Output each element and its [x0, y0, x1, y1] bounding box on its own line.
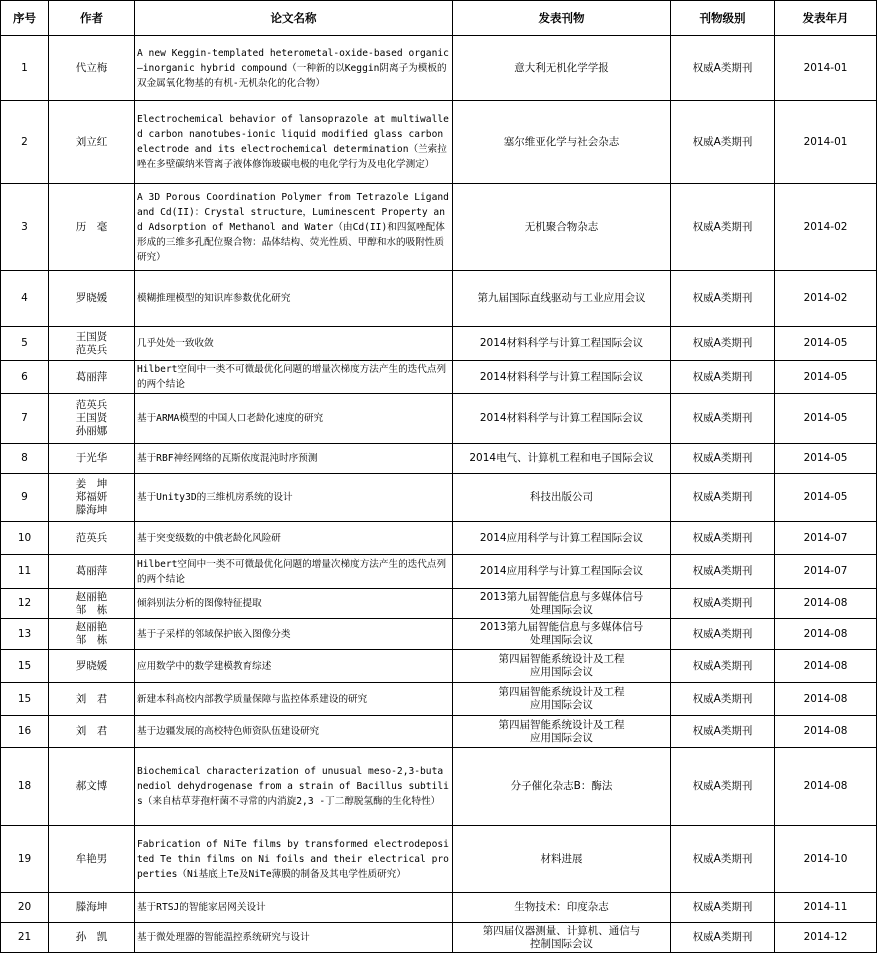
cell-title: 基于Unity3D的三维机房系统的设计 [135, 474, 453, 522]
cell-title: 基于RBF神经网络的瓦斯依度混沌时序预测 [135, 444, 453, 474]
cell-journal: 2014应用科学与计算工程国际会议 [453, 522, 671, 555]
header-date: 发表年月 [775, 1, 877, 36]
header-no: 序号 [1, 1, 49, 36]
cell-title: 基于边疆发展的高校特色师资队伍建设研究 [135, 716, 453, 748]
cell-level: 权威A类期刊 [671, 394, 775, 444]
cell-journal: 塞尔维亚化学与社会杂志 [453, 101, 671, 184]
cell-title: 基于ARMA模型的中国人口老龄化速度的研究 [135, 394, 453, 444]
cell-level: 权威A类期刊 [671, 444, 775, 474]
cell-no: 16 [1, 716, 49, 748]
cell-author: 罗晓媛 [49, 271, 135, 327]
cell-title: A new Keggin-templated heterometal-oxide-based organic–inorganic hybrid compound（一种新的以Keggin阴离子为模板的双金属氧化物基的有机-无机杂化的化合物） [135, 36, 453, 101]
cell-journal: 第四届智能系统设计及工程 应用国际会议 [453, 716, 671, 748]
cell-author: 刘 君 [49, 683, 135, 716]
cell-title: 新建本科高校内部教学质量保障与监控体系建设的研究 [135, 683, 453, 716]
cell-level: 权威A类期刊 [671, 327, 775, 361]
cell-level: 权威A类期刊 [671, 893, 775, 923]
cell-no: 10 [1, 522, 49, 555]
cell-title: 基于突变级数的中俄老龄化风险研 [135, 522, 453, 555]
table-row [1, 444, 877, 474]
header-author: 作者 [49, 1, 135, 36]
cell-journal: 第四届智能系统设计及工程 应用国际会议 [453, 683, 671, 716]
table-row [1, 36, 877, 101]
cell-level: 权威A类期刊 [671, 716, 775, 748]
header-level: 刊物级别 [671, 1, 775, 36]
cell-date: 2014-08 [775, 619, 877, 650]
cell-author: 代立梅 [49, 36, 135, 101]
cell-journal: 2014应用科学与计算工程国际会议 [453, 555, 671, 589]
cell-date: 2014-10 [775, 826, 877, 893]
table-row [1, 184, 877, 271]
cell-no: 13 [1, 619, 49, 650]
cell-title: 模糊推理模型的知识库参数优化研究 [135, 271, 453, 327]
table-row [1, 619, 877, 650]
cell-no: 8 [1, 444, 49, 474]
cell-no: 7 [1, 394, 49, 444]
cell-date: 2014-08 [775, 748, 877, 826]
cell-level: 权威A类期刊 [671, 555, 775, 589]
cell-date: 2014-01 [775, 101, 877, 184]
table-row [1, 683, 877, 716]
cell-title: 应用数学中的数学建模教育综述 [135, 650, 453, 683]
cell-no: 6 [1, 361, 49, 394]
cell-author: 葛丽萍 [49, 555, 135, 589]
cell-journal: 第四届仪器测量、计算机、通信与 控制国际会议 [453, 923, 671, 953]
cell-author: 姜 坤 郑福妍 滕海坤 [49, 474, 135, 522]
cell-author: 赵丽艳 邹 栋 [49, 619, 135, 650]
cell-title: Hilbert空间中一类不可微最优化问题的增量次梯度方法产生的迭代点列的两个结论 [135, 555, 453, 589]
cell-level: 权威A类期刊 [671, 474, 775, 522]
cell-date: 2014-05 [775, 444, 877, 474]
table-row [1, 716, 877, 748]
cell-author: 郝文博 [49, 748, 135, 826]
cell-author: 刘 君 [49, 716, 135, 748]
cell-level: 权威A类期刊 [671, 271, 775, 327]
table-row [1, 361, 877, 394]
cell-title: 基于子采样的邻域保护嵌入图像分类 [135, 619, 453, 650]
cell-level: 权威A类期刊 [671, 923, 775, 953]
cell-author: 历 毫 [49, 184, 135, 271]
cell-author: 范英兵 [49, 522, 135, 555]
cell-author: 刘立红 [49, 101, 135, 184]
cell-no: 1 [1, 36, 49, 101]
cell-title: Hilbert空间中一类不可微最优化问题的增量次梯度方法产生的迭代点列的两个结论 [135, 361, 453, 394]
cell-date: 2014-05 [775, 394, 877, 444]
cell-no: 2 [1, 101, 49, 184]
cell-level: 权威A类期刊 [671, 184, 775, 271]
cell-title: Electrochemical behavior of lansoprazole at multiwalled carbon nanotubes-ionic liquid modified glass carbon electrode and its electrochemical determination（兰索拉唑在多壁碳纳米管离子液体修饰玻碳电极的电化学行为及电化学测定） [135, 101, 453, 184]
header-journal: 发表刊物 [453, 1, 671, 36]
cell-level: 权威A类期刊 [671, 748, 775, 826]
cell-author: 范英兵 王国贤 孙丽娜 [49, 394, 135, 444]
cell-title: Fabrication of NiTe films by transformed electrodeposited Te thin films on Ni foils and their electrical properties（Ni基底上Te及NiTe薄膜的制备及其电学性质研究） [135, 826, 453, 893]
cell-title: A 3D Porous Coordination Polymer from Tetrazole Ligand and Cd(II)：Crystal structure，Luminescent Property and Adsorption of Methanol and Water（由Cd(II)和四氮唑配体形成的三维多孔配位聚合物：晶体结构、荧光性质、甲醇和水的吸附性质研究） [135, 184, 453, 271]
cell-date: 2014-11 [775, 893, 877, 923]
cell-date: 2014-05 [775, 474, 877, 522]
cell-author: 葛丽萍 [49, 361, 135, 394]
header-title: 论文名称 [135, 1, 453, 36]
cell-journal: 2014材料科学与计算工程国际会议 [453, 394, 671, 444]
cell-no: 19 [1, 826, 49, 893]
cell-title: 几乎处处一致收敛 [135, 327, 453, 361]
cell-author: 罗晓媛 [49, 650, 135, 683]
cell-journal: 2014材料科学与计算工程国际会议 [453, 327, 671, 361]
cell-date: 2014-08 [775, 716, 877, 748]
cell-no: 11 [1, 555, 49, 589]
cell-date: 2014-01 [775, 36, 877, 101]
table-row [1, 589, 877, 619]
cell-journal: 材料进展 [453, 826, 671, 893]
cell-author: 王国贤 范英兵 [49, 327, 135, 361]
header-row [1, 1, 877, 36]
cell-level: 权威A类期刊 [671, 619, 775, 650]
cell-journal: 无机聚合物杂志 [453, 184, 671, 271]
cell-no: 4 [1, 271, 49, 327]
cell-journal: 第九届国际直线驱动与工业应用会议 [453, 271, 671, 327]
table-row [1, 923, 877, 953]
cell-journal: 2013第九届智能信息与多媒体信号 处理国际会议 [453, 619, 671, 650]
cell-date: 2014-02 [775, 184, 877, 271]
table-body [1, 36, 877, 953]
cell-level: 权威A类期刊 [671, 361, 775, 394]
cell-journal: 意大利无机化学学报 [453, 36, 671, 101]
cell-date: 2014-08 [775, 650, 877, 683]
table-row [1, 101, 877, 184]
cell-journal: 2013第九届智能信息与多媒体信号 处理国际会议 [453, 589, 671, 619]
cell-journal: 分子催化杂志B：酶法 [453, 748, 671, 826]
cell-journal: 2014电气、计算机工程和电子国际会议 [453, 444, 671, 474]
cell-title: Biochemical characterization of unusual meso-2,3-buta nediol dehydrogenase from a strain of Bacillus subtilis（来自枯草芽孢杆菌不寻常的内消旋2,3 -丁二醇脱氢酶的生化特性） [135, 748, 453, 826]
cell-title: 基于RTSJ的智能家居网关设计 [135, 893, 453, 923]
cell-date: 2014-07 [775, 522, 877, 555]
cell-author: 赵丽艳 邹 栋 [49, 589, 135, 619]
table-row [1, 748, 877, 826]
cell-journal: 2014材料科学与计算工程国际会议 [453, 361, 671, 394]
cell-date: 2014-07 [775, 555, 877, 589]
cell-date: 2014-05 [775, 361, 877, 394]
cell-title: 倾斜别法分析的图像特征提取 [135, 589, 453, 619]
cell-no: 20 [1, 893, 49, 923]
table-row [1, 650, 877, 683]
cell-date: 2014-02 [775, 271, 877, 327]
cell-author: 于光华 [49, 444, 135, 474]
table-row [1, 271, 877, 327]
cell-date: 2014-08 [775, 589, 877, 619]
cell-date: 2014-12 [775, 923, 877, 953]
cell-journal: 生物技术：印度杂志 [453, 893, 671, 923]
cell-level: 权威A类期刊 [671, 589, 775, 619]
cell-no: 15 [1, 650, 49, 683]
table-row [1, 474, 877, 522]
cell-level: 权威A类期刊 [671, 683, 775, 716]
cell-author: 滕海坤 [49, 893, 135, 923]
table-row [1, 826, 877, 893]
cell-no: 15 [1, 683, 49, 716]
cell-no: 9 [1, 474, 49, 522]
cell-journal: 科技出版公司 [453, 474, 671, 522]
cell-journal: 第四届智能系统设计及工程 应用国际会议 [453, 650, 671, 683]
table-row [1, 522, 877, 555]
table-row [1, 394, 877, 444]
table-row [1, 327, 877, 361]
cell-no: 21 [1, 923, 49, 953]
table-row [1, 893, 877, 923]
cell-level: 权威A类期刊 [671, 36, 775, 101]
table-row [1, 555, 877, 589]
cell-no: 12 [1, 589, 49, 619]
cell-date: 2014-05 [775, 327, 877, 361]
cell-level: 权威A类期刊 [671, 522, 775, 555]
cell-no: 18 [1, 748, 49, 826]
cell-title: 基于微处理器的智能温控系统研究与设计 [135, 923, 453, 953]
cell-no: 5 [1, 327, 49, 361]
cell-date: 2014-08 [775, 683, 877, 716]
cell-level: 权威A类期刊 [671, 650, 775, 683]
cell-author: 牟艳男 [49, 826, 135, 893]
cell-level: 权威A类期刊 [671, 826, 775, 893]
cell-level: 权威A类期刊 [671, 101, 775, 184]
cell-no: 3 [1, 184, 49, 271]
cell-author: 孙 凯 [49, 923, 135, 953]
